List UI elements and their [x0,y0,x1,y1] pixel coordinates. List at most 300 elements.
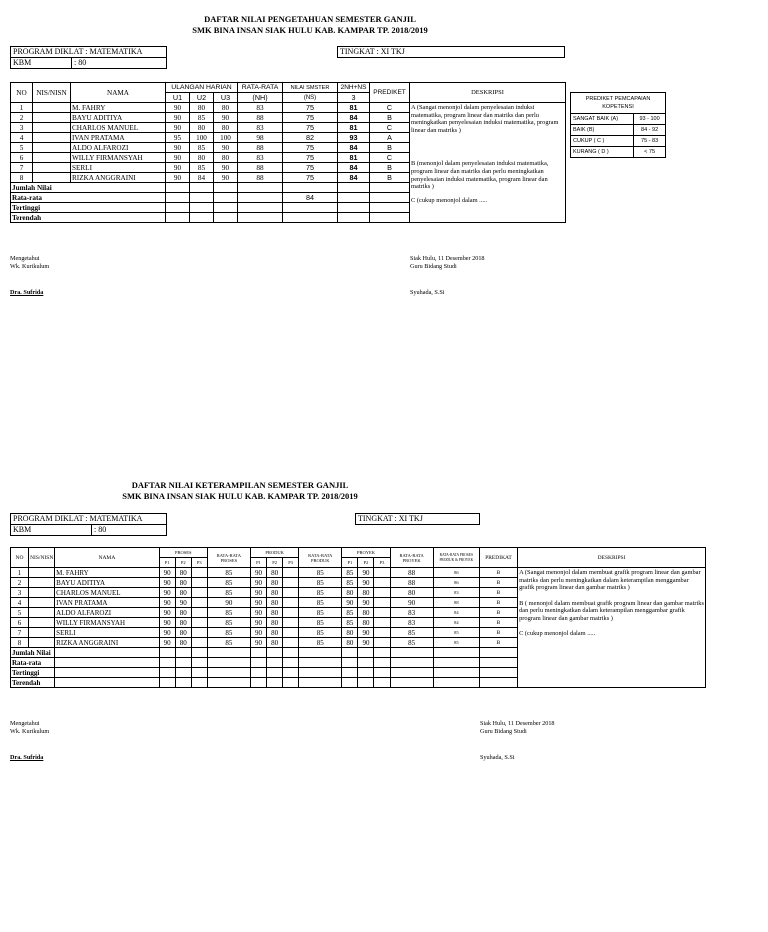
proyek-p1-cell: 80 [342,588,358,598]
rata-all-cell: 84 [433,608,479,618]
summary-cell [338,183,370,193]
sig-date: Siak Hulu, 11 Desember 2018 [480,720,555,727]
header-rata-rata: RATA-RATA [238,83,283,93]
description-a: A (Sangat menonjol dalam penyelesaian induksi matematika, program linear dan matriks dan perlu meningkatkan penyelesaian induksi matematika, program linear dan matriks ) [411,104,559,134]
summary-cell [433,668,479,678]
header-nis: NIS/NISN [29,548,55,568]
nis-cell [29,568,55,578]
no-cell: 6 [11,153,33,163]
header-nilai-semester: NILAI SMSTER [283,83,338,93]
rata-all-cell: 86 [433,578,479,588]
header-proses-p1: P1 [159,558,175,568]
summary-cell [207,668,250,678]
summary-label: Terendah [11,678,55,688]
summary-cell [433,658,479,668]
predicate-cell: B [479,578,517,588]
nis-cell [33,123,71,133]
summary-cell [358,678,374,688]
no-cell: 1 [11,103,33,113]
summary-cell [175,668,191,678]
legend-range: 93 - 100 [634,114,666,125]
name-cell: CHARLOS MANUEL [55,588,159,598]
final-cell: 84 [338,143,370,153]
program-info-2 [10,513,167,536]
proyek-p2-cell: 80 [358,618,374,628]
proses-p3-cell [191,568,207,578]
kbm-value: : 80 [72,58,167,69]
nis-cell [29,588,55,598]
header-deskripsi: DESKRIPSI [518,548,706,568]
nis-cell [33,133,71,143]
produk-p3-cell [283,608,299,618]
name-cell: CHARLOS MANUEL [71,123,166,133]
summary-cell [207,648,250,658]
header-nama: NAMA [55,548,159,568]
proses-p2-cell: 80 [175,618,191,628]
summary-cell [299,678,342,688]
proses-p3-cell [191,608,207,618]
summary-cell [214,183,238,193]
header-formula-divisor: 3 [338,93,370,103]
proses-p1-cell: 90 [159,578,175,588]
nis-cell [33,153,71,163]
proyek-p3-cell [374,598,390,608]
signature-left [10,255,49,297]
summary-cell [159,678,175,688]
legend-predicate: BAIK (B) [571,125,634,136]
summary-cell [190,203,214,213]
proses-p3-cell [191,578,207,588]
header-u1: U1 [166,93,190,103]
summary-cell [338,203,370,213]
rata-proyek-cell: 83 [390,618,433,628]
summary-cell [214,203,238,213]
rata-proses-cell: 85 [207,588,250,598]
rata-proses-cell: 90 [207,598,250,608]
summary-cell [238,193,283,203]
predicate-cell: B [479,638,517,648]
header-proses: PROSES [159,548,207,558]
legend-title: PREDIKET PEMCAPAIAN KOPETENSI [571,93,666,114]
sig-left-name: Dra. Sufrida [10,754,44,761]
name-cell: ALDO ALFAROZI [55,608,159,618]
no-cell: 3 [11,588,29,598]
nh-cell: 88 [238,113,283,123]
title-line-1: DAFTAR NILAI KETERAMPILAN SEMESTER GANJIL [131,480,349,490]
produk-p2-cell: 80 [267,628,283,638]
summary-label: Tertinggi [11,203,166,213]
proyek-p1-cell: 85 [342,578,358,588]
nh-cell: 98 [238,133,283,143]
rata-proyek-cell: 85 [390,638,433,648]
sig-left-name: Dra. Sufrida [10,289,44,296]
rata-all-cell: 88 [433,598,479,608]
rata-proses-cell: 85 [207,628,250,638]
no-cell: 8 [11,173,33,183]
predicate-cell: B [479,588,517,598]
rata-proses-cell: 85 [207,618,250,628]
proses-p2-cell: 80 [175,588,191,598]
produk-p2-cell: 80 [267,638,283,648]
table-row [11,103,566,113]
program-info [10,46,167,69]
produk-p3-cell [283,598,299,608]
summary-cell [250,678,266,688]
u3-cell: 90 [214,173,238,183]
no-cell: 2 [11,578,29,588]
rata-proyek-cell: 88 [390,568,433,578]
summary-cell [283,203,338,213]
predicate-cell: C [370,153,410,163]
summary-cell [267,678,283,688]
nh-cell: 88 [238,143,283,153]
nh-cell: 88 [238,163,283,173]
sig-wk-kurikulum: Wk. Kurikulum [10,263,50,270]
summary-cell [207,678,250,688]
produk-p3-cell [283,568,299,578]
proses-p3-cell [191,588,207,598]
proses-p1-cell: 90 [159,628,175,638]
u3-cell: 80 [214,103,238,113]
proyek-p2-cell: 90 [358,638,374,648]
proses-p3-cell [191,638,207,648]
summary-average-value: 84 [283,193,338,203]
description-c: C (cukup menonjol dalam ..... [411,196,488,204]
proyek-p1-cell: 90 [342,598,358,608]
summary-cell [55,658,159,668]
name-cell: BAYU ADITIYA [55,578,159,588]
no-cell: 1 [11,568,29,578]
nis-cell [29,578,55,588]
summary-cell [338,213,370,223]
ns-cell: 75 [283,143,338,153]
nh-cell: 83 [238,123,283,133]
produk-p1-cell: 90 [250,598,266,608]
no-cell: 5 [11,608,29,618]
program-label: PROGRAM DIKLAT : MATEMATIKA [11,47,167,58]
proyek-p2-cell: 80 [358,588,374,598]
proyek-p3-cell [374,618,390,628]
summary-cell [191,648,207,658]
proyek-p3-cell [374,638,390,648]
summary-cell [358,658,374,668]
summary-cell [166,213,190,223]
u1-cell: 90 [166,123,190,133]
proses-p1-cell: 90 [159,608,175,618]
proses-p1-cell: 90 [159,618,175,628]
no-cell: 3 [11,123,33,133]
summary-cell [358,648,374,658]
ns-cell: 75 [283,113,338,123]
name-cell: M. FAHRY [55,568,159,578]
header-ulangan-harian: ULANGAN HARIAN [166,83,238,93]
proses-p3-cell [191,618,207,628]
summary-cell [390,668,433,678]
no-cell: 2 [11,113,33,123]
header-proyek: PROYEK [342,548,390,558]
produk-p2-cell: 80 [267,568,283,578]
proses-p2-cell: 80 [175,568,191,578]
summary-cell [390,648,433,658]
produk-p2-cell: 80 [267,578,283,588]
proses-p2-cell: 90 [175,598,191,608]
name-cell: IVAN PRATAMA [55,598,159,608]
final-cell: 84 [338,163,370,173]
sig-date: Siak Hulu, 11 Desember 2018 [410,255,485,262]
predicate-cell: B [479,618,517,628]
legend-row [571,147,666,158]
u2-cell: 85 [190,113,214,123]
summary-cell [342,648,358,658]
sig-guru: Guru Bidang Studi [480,728,527,735]
summary-cell [433,678,479,688]
no-cell: 4 [11,133,33,143]
proses-p2-cell: 80 [175,578,191,588]
nis-cell [33,113,71,123]
legend-predicate: SANGAT BAIK (A) [571,114,634,125]
kbm-value: : 80 [92,525,167,536]
tingkat-label: TINGKAT : XI TKJ [338,47,565,58]
final-cell: 84 [338,173,370,183]
summary-cell [159,668,175,678]
no-cell: 7 [11,163,33,173]
summary-cell [283,213,338,223]
summary-label: Jumlah Nilai [11,648,55,658]
summary-cell [374,658,390,668]
header-deskripsi: DESKRIPSI [410,83,566,103]
summary-cell [159,648,175,658]
rata-produk-cell: 85 [299,578,342,588]
title-line-2: SMK BINA INSAN SIAK HULU KAB. KAMPAR TP. 2018/2019 [122,491,358,501]
produk-p1-cell: 90 [250,608,266,618]
proyek-p1-cell: 80 [342,628,358,638]
u2-cell: 85 [190,143,214,153]
predicate-cell: C [370,103,410,113]
legend-range: 75 - 83 [634,136,666,147]
u3-cell: 80 [214,153,238,163]
name-cell: BAYU ADITIYA [71,113,166,123]
summary-cell [191,668,207,678]
signature-right-2 [480,720,555,762]
header-u2: U2 [190,93,214,103]
sig-guru: Guru Bidang Studi [410,263,457,270]
header-proyek-p1: P1 [342,558,358,568]
rata-produk-cell: 85 [299,628,342,638]
title-line-2: SMK BINA INSAN SIAK HULU KAB. KAMPAR TP. 2018/2019 [192,25,428,35]
name-cell: SERLI [55,628,159,638]
summary-cell [283,658,299,668]
header-proses-p3: P3 [191,558,207,568]
predicate-cell: B [479,608,517,618]
predicate-cell: A [370,133,410,143]
description-a: A (Sangat menonjol dalam membuat grafik program linear dan gambar matriks dan perlu meningkatkan dalam keterampilan menggambar grafik program linear dan gambar matriks ) [519,569,701,592]
predicate-cell: C [370,123,410,133]
summary-cell [299,668,342,678]
predicate-cell: B [479,568,517,578]
summary-cell [190,193,214,203]
description-b: B ( menonjol dalam membuat grafik program linear dan gambar matriks dan perlu meningkatkan dalam keterampilan menggambar grafik program linear dan gambar matriks ) [519,599,704,622]
u2-cell: 85 [190,163,214,173]
sig-right-name: Syuhada, S.Si [410,289,445,296]
name-cell: RIZKA ANGGRAINI [55,638,159,648]
proyek-p1-cell: 85 [342,608,358,618]
summary-cell [190,213,214,223]
header-produk: PRODUK [250,548,298,558]
summary-cell [55,678,159,688]
nh-cell: 83 [238,103,283,113]
summary-cell [175,678,191,688]
summary-cell [166,193,190,203]
summary-label: Terendah [11,213,166,223]
signature-right [410,255,485,297]
rata-produk-cell: 85 [299,618,342,628]
rata-produk-cell: 85 [299,568,342,578]
u2-cell: 80 [190,123,214,133]
summary-cell [190,183,214,193]
summary-cell [238,203,283,213]
rata-all-cell: 86 [433,568,479,578]
produk-p3-cell [283,578,299,588]
summary-cell [267,658,283,668]
proyek-p2-cell: 90 [358,628,374,638]
proses-p2-cell: 80 [175,638,191,648]
rata-produk-cell: 85 [299,608,342,618]
proses-p2-cell: 80 [175,628,191,638]
summary-cell [191,678,207,688]
produk-p1-cell: 90 [250,568,266,578]
header-proses-p2: P2 [175,558,191,568]
summary-cell [479,678,517,688]
summary-label: Rata-rata [11,193,166,203]
summary-cell [191,658,207,668]
header-proyek-p3: P3 [374,558,390,568]
section2-title [70,480,410,502]
u3-cell: 100 [214,133,238,143]
kbm-label: KBM [11,58,72,69]
sig-mengetahui: Mengetahui [10,720,40,727]
nis-cell [29,638,55,648]
legend-row [571,125,666,136]
header-u3: U3 [214,93,238,103]
produk-p3-cell [283,628,299,638]
header-no: NO [11,83,33,103]
kbm-label: KBM [11,525,92,536]
proyek-p3-cell [374,588,390,598]
u1-cell: 90 [166,143,190,153]
no-cell: 4 [11,598,29,608]
nis-cell [29,628,55,638]
produk-p2-cell: 80 [267,618,283,628]
summary-cell [374,648,390,658]
header-nh: (NH) [238,93,283,103]
rata-proses-cell: 85 [207,638,250,648]
u2-cell: 80 [190,103,214,113]
summary-cell [250,648,266,658]
summary-cell [479,668,517,678]
proyek-p3-cell [374,568,390,578]
signature-left-2 [10,720,49,762]
predicate-cell: B [370,163,410,173]
u3-cell: 90 [214,163,238,173]
header-produk-p3: P3 [283,558,299,568]
description-cell [518,568,706,688]
proses-p1-cell: 90 [159,638,175,648]
nis-cell [33,173,71,183]
legend-range: < 75 [634,147,666,158]
nh-cell: 83 [238,153,283,163]
predicate-legend [570,92,666,158]
summary-cell [370,193,410,203]
header-rata-proyek: RATA-RATA PROYEK [390,548,433,568]
description-c: C (cukup menonjol dalam ..... [519,629,596,637]
summary-cell [342,678,358,688]
ns-cell: 75 [283,163,338,173]
proyek-p1-cell: 85 [342,568,358,578]
name-cell: IVAN PRATAMA [71,133,166,143]
header-predikat: PREDIKAT [479,548,517,568]
tingkat-info [337,46,565,58]
produk-p1-cell: 90 [250,618,266,628]
ns-cell: 75 [283,173,338,183]
legend-row [571,136,666,147]
predicate-cell: B [370,173,410,183]
summary-cell [479,648,517,658]
proses-p1-cell: 90 [159,588,175,598]
skill-grade-table [10,547,706,688]
header-formula: 2NH+NS [338,83,370,93]
name-cell: WILLY FIRMANSYAH [71,153,166,163]
rata-produk-cell: 85 [299,638,342,648]
summary-cell [238,183,283,193]
description-cell [410,103,566,223]
nis-cell [29,608,55,618]
summary-cell [238,213,283,223]
title-line-1: DAFTAR NILAI PENGETAHUAN SEMESTER GANJIL [204,14,416,24]
summary-cell [55,648,159,658]
summary-cell [479,658,517,668]
produk-p3-cell [283,638,299,648]
summary-cell [175,648,191,658]
rata-all-cell: 85 [433,628,479,638]
summary-cell [267,648,283,658]
header-ns: (NS) [283,93,338,103]
no-cell: 7 [11,628,29,638]
proses-p1-cell: 90 [159,598,175,608]
final-cell: 81 [338,103,370,113]
summary-cell [283,678,299,688]
predicate-cell: B [479,598,517,608]
knowledge-grade-table [10,82,566,223]
header-nis: NIS/NISN [33,83,71,103]
nis-cell [33,143,71,153]
no-cell: 6 [11,618,29,628]
rata-all-cell: 84 [433,618,479,628]
u1-cell: 90 [166,173,190,183]
u1-cell: 95 [166,133,190,143]
produk-p2-cell: 80 [267,588,283,598]
header-prediket: PREDIKET [370,83,410,103]
nis-cell [33,103,71,113]
summary-cell [370,183,410,193]
proses-p1-cell: 90 [159,568,175,578]
proyek-p1-cell: 80 [342,638,358,648]
summary-label: Rata-rata [11,658,55,668]
summary-label: Jumlah Nilai [11,183,166,193]
name-cell: M. FAHRY [71,103,166,113]
summary-cell [207,658,250,668]
summary-cell [159,658,175,668]
tingkat-info-2 [355,513,480,525]
